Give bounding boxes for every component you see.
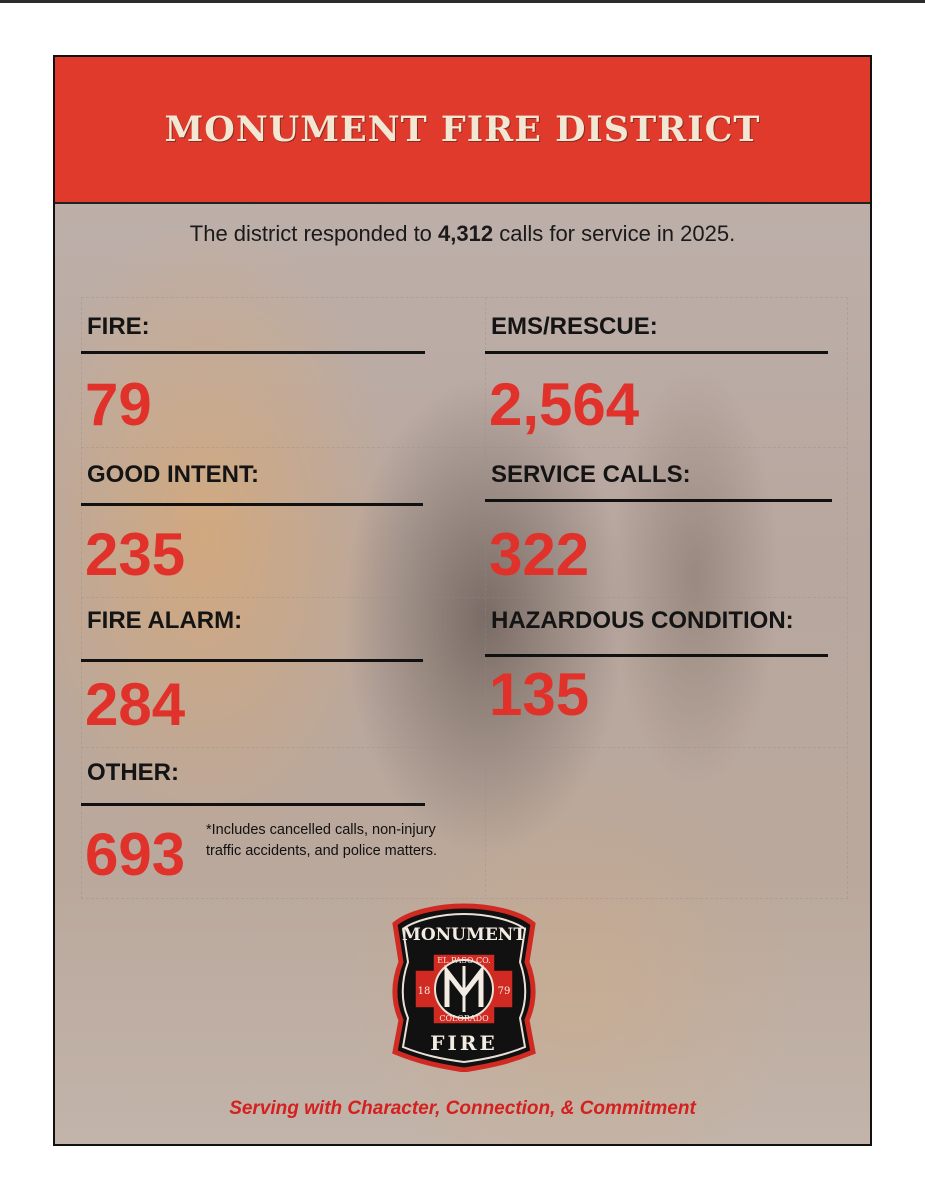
good-intent-value: 235 <box>85 521 186 588</box>
service-calls-value: 322 <box>489 521 590 588</box>
page-title: MONUMENT FIRE DISTRICT <box>164 109 761 150</box>
fire-label: FIRE: <box>87 313 150 340</box>
badge-state-text: COLORADO <box>439 1014 489 1023</box>
badge-top-text: MONUMENT <box>402 925 526 945</box>
other-value: 693 <box>85 821 186 888</box>
other-footnote: *Includes cancelled calls, non-injury traffic accidents, and police matters. <box>206 822 438 860</box>
stats-grid-row-line <box>81 447 846 448</box>
stats-grid-row-line <box>81 597 846 598</box>
fire-alarm-rule <box>81 659 423 662</box>
hazardous-value: 135 <box>489 661 590 728</box>
header-banner <box>55 57 870 204</box>
intro-sentence <box>55 221 870 247</box>
badge-bottom-text: FIRE <box>430 1031 498 1055</box>
monument-fire-badge-icon <box>389 902 539 1072</box>
good-intent-label: GOOD INTENT: <box>87 461 259 488</box>
intro-total: 4,312 <box>438 221 494 246</box>
other-label: OTHER: <box>87 759 179 786</box>
fire-value: 79 <box>85 371 152 438</box>
hazardous-label: HAZARDOUS CONDITION: <box>491 607 794 634</box>
tagline: Serving with Character, Connection, & Commitment <box>229 1098 696 1119</box>
fire-alarm-value: 284 <box>85 671 186 738</box>
badge-year-right: 79 <box>497 986 511 997</box>
ems-value: 2,564 <box>489 371 640 438</box>
fire-alarm-label: FIRE ALARM: <box>87 607 243 634</box>
other-rule <box>81 803 425 806</box>
good-intent-rule <box>81 503 423 506</box>
intro-suffix: calls for service in 2025. <box>493 221 736 246</box>
badge-year-left: 18 <box>417 986 431 997</box>
service-calls-rule <box>485 499 832 502</box>
stats-grid-row-line <box>81 747 846 748</box>
service-calls-label: SERVICE CALLS: <box>491 461 691 488</box>
ems-label: EMS/RESCUE: <box>491 313 658 340</box>
top-rule <box>0 0 925 3</box>
hazardous-rule <box>485 654 828 657</box>
intro-prefix: The district responded to <box>189 221 439 246</box>
flyer <box>53 55 872 1146</box>
fire-rule <box>81 351 425 354</box>
stats-grid-frame <box>81 297 848 899</box>
ems-rule <box>485 351 828 354</box>
badge-county-text: EL PASO CO. <box>437 956 491 965</box>
